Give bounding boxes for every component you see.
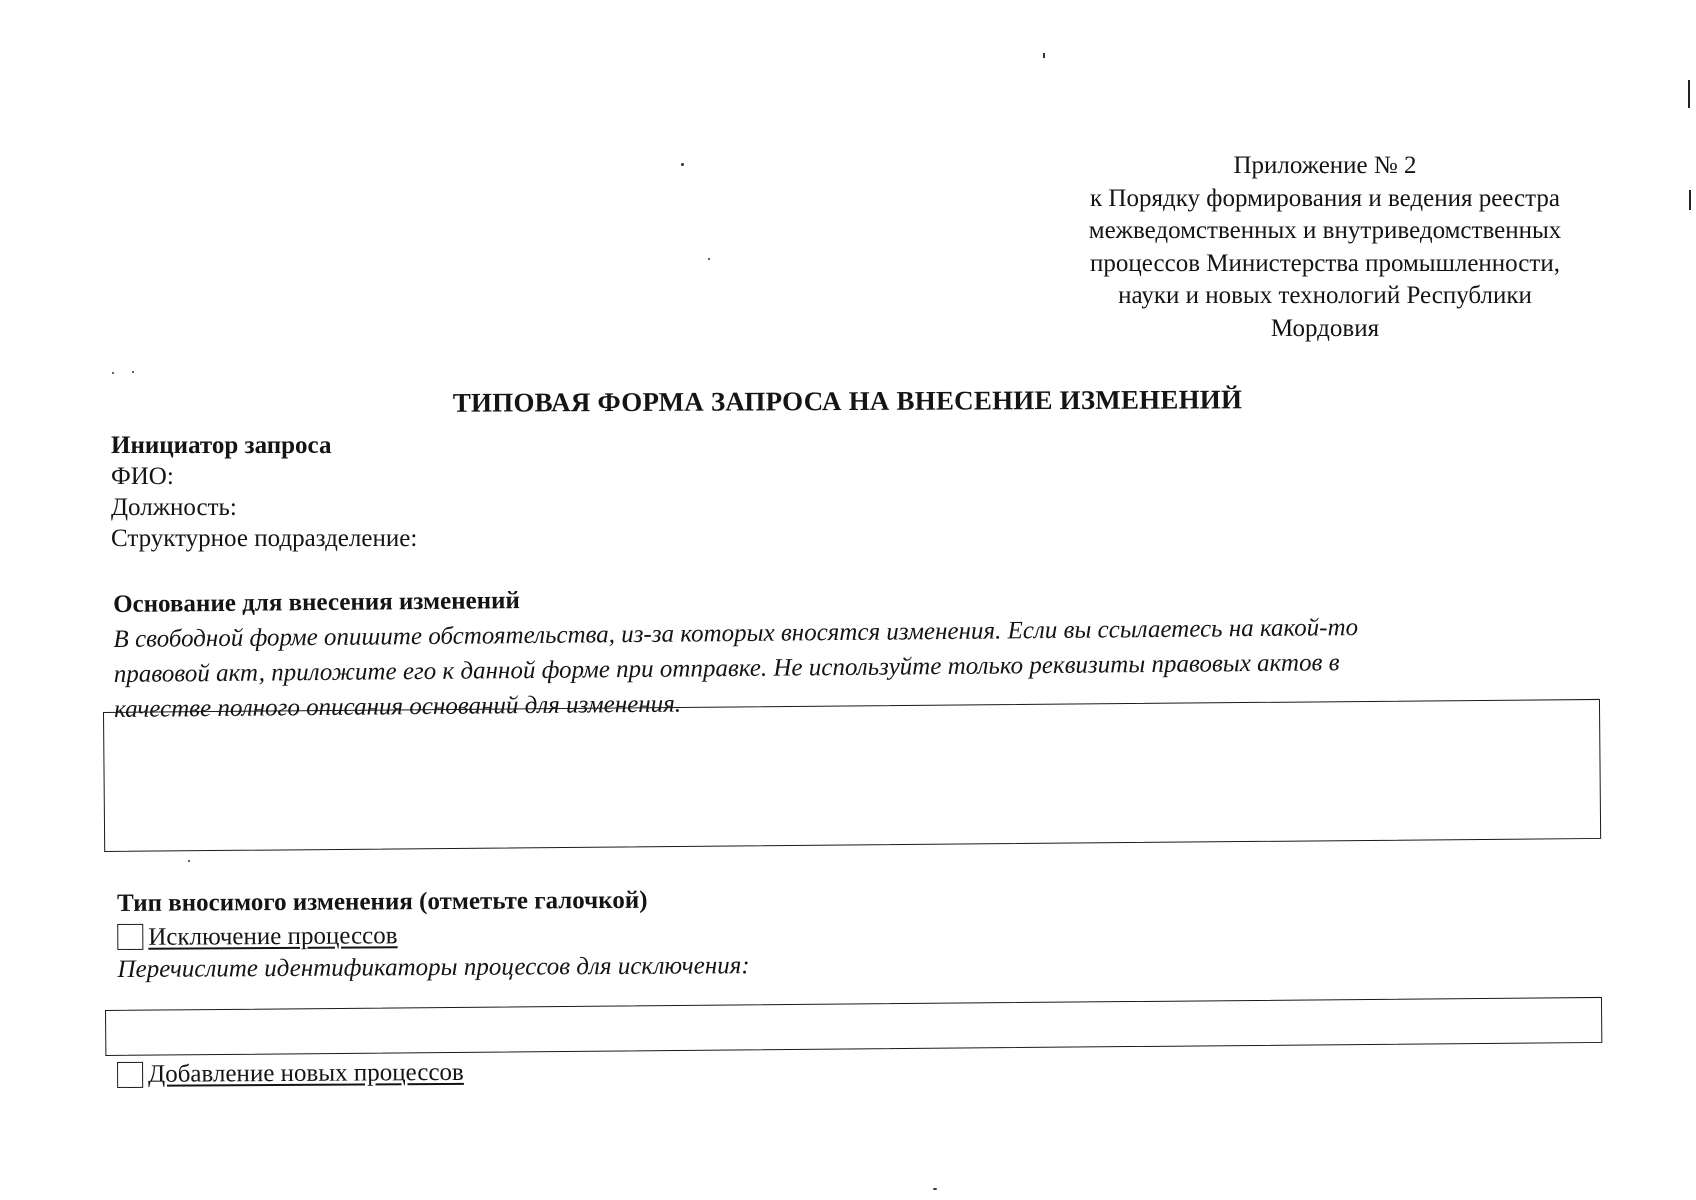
appendix-line: межведомственных и внутриведомственных <box>1088 217 1562 244</box>
add-checkbox[interactable] <box>117 1062 143 1088</box>
scan-speck <box>112 372 114 374</box>
scan-speck <box>681 163 684 166</box>
basis-instruction: В свободной форме опишите обстоятельства, из-за которых вносятся изменения. Если вы ссылаетесь на какой-то <box>113 614 1359 653</box>
scan-edge-mark <box>1688 80 1690 108</box>
initiator-section <box>111 430 417 554</box>
change-type-heading: Тип вносимого изменения (отметьте галочкой) <box>117 886 648 917</box>
fio-label: ФИО: <box>111 463 174 490</box>
scan-speck <box>132 371 134 373</box>
scan-speck <box>188 860 190 862</box>
exclude-option[interactable] <box>117 916 749 954</box>
scan-edge-mark <box>1689 190 1691 210</box>
appendix-line: к Порядку формирования и ведения реестра <box>1090 184 1560 212</box>
exclude-ids-field[interactable] <box>105 997 1602 1056</box>
form-title: ТИПОВАЯ ФОРМА ЗАПРОСА НА ВНЕСЕНИЕ ИЗМЕНЕНИЙ <box>452 384 1243 418</box>
department-label: Структурное подразделение: <box>111 525 418 552</box>
basis-instruction: качестве полного описания оснований для изменения. <box>114 690 682 723</box>
appendix-line: процессов Министерства промышленности, <box>1090 249 1560 277</box>
basis-heading: Основание для внесения изменений <box>113 587 521 618</box>
initiator-heading: Инициатор запроса <box>111 432 332 459</box>
exclude-instruction: Перечислите идентификаторы процессов для исключения: <box>117 952 750 983</box>
add-option-label: Добавление новых процессов <box>148 1058 464 1088</box>
add-option[interactable] <box>117 1056 464 1092</box>
position-label: Должность: <box>111 494 237 521</box>
basis-text-field[interactable] <box>103 699 1601 852</box>
scan-speck <box>1043 53 1045 58</box>
appendix-line: науки и новых технологий Республики <box>1118 282 1532 309</box>
appendix-line: Мордовия <box>1270 314 1380 342</box>
scan-speck <box>708 258 710 260</box>
exclude-option-label: Исключение процессов <box>148 921 398 951</box>
exclude-checkbox[interactable] <box>117 924 143 950</box>
appendix-line: Приложение № 2 <box>1233 152 1417 179</box>
change-type-section <box>117 884 750 985</box>
basis-instruction: правовой акт, приложите его к данной форме при отправке. Не используйте только реквизиты правовых актов в <box>113 649 1340 688</box>
scan-speck <box>933 1188 937 1190</box>
appendix-header <box>1040 150 1610 345</box>
